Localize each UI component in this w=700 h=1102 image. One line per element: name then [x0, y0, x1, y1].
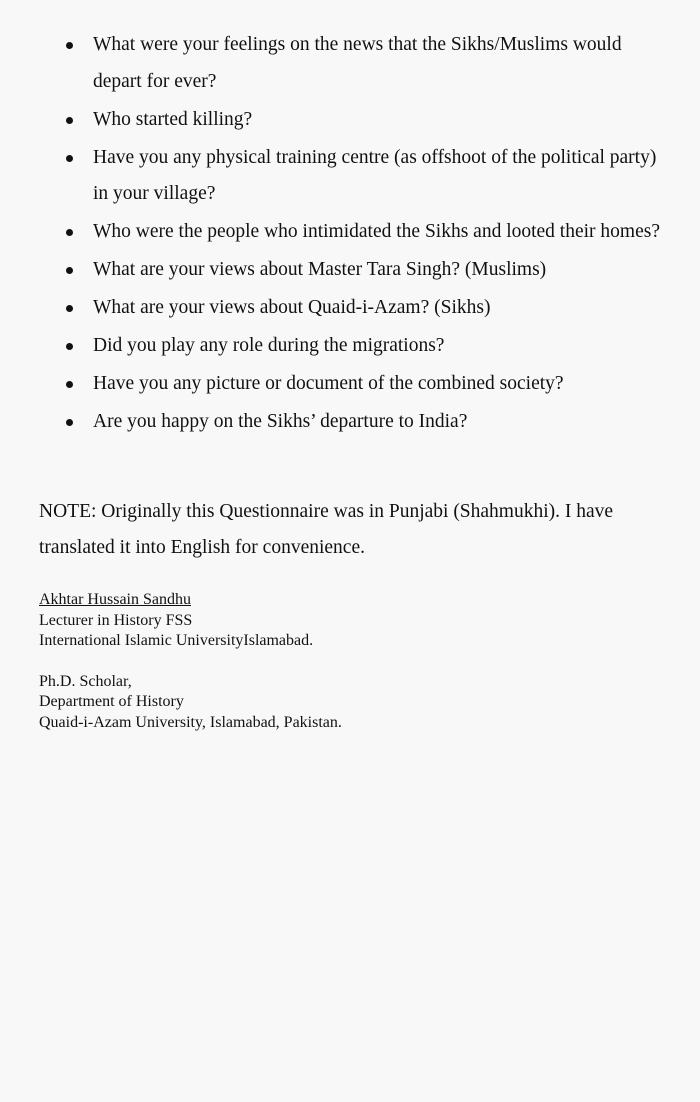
author-name: Akhtar Hussain Sandhu: [39, 591, 191, 608]
bullet-icon: [66, 117, 73, 124]
question-text: Who were the people who intimidated the Sikhs and looted their homes?: [93, 221, 660, 242]
bullet-icon: [66, 381, 73, 388]
question-text: What are your views about Master Tara Singh? (Muslims): [93, 259, 547, 280]
question-text: Have you any physical training centre (as offshoot of the political party) in your village?: [93, 146, 657, 204]
bullet-icon: [66, 267, 73, 274]
author-position: Lecturer in History FSS: [39, 611, 193, 629]
question-item: [0, 252, 700, 289]
question-item: [0, 140, 700, 213]
author-department: Department of History: [39, 693, 184, 710]
question-text: Have you any picture or document of the combined society?: [93, 373, 564, 394]
author-university: Quaid-i-Azam University, Islamabad, Pakistan.: [39, 713, 342, 731]
author-degree: Ph.D. Scholar,: [39, 672, 132, 690]
question-list: [0, 27, 700, 442]
question-text: What were your feelings on the news that the Sikhs/Muslims would depart for ever?: [93, 34, 622, 92]
bullet-icon: [66, 419, 73, 426]
question-item: [0, 328, 700, 365]
author-institution: International Islamic UniversityIslamabad.: [39, 632, 314, 649]
question-item: [0, 102, 700, 139]
question-item: [0, 290, 700, 327]
question-text: Are you happy on the Sikhs’ departure to India?: [93, 411, 468, 432]
bullet-icon: [66, 305, 73, 312]
question-item: [0, 27, 700, 100]
question-text: Did you play any role during the migrations?: [93, 335, 445, 356]
author-signature: [39, 590, 342, 733]
question-text: What are your views about Quaid-i-Azam? (Sikhs): [93, 297, 491, 318]
question-item: [0, 214, 700, 251]
translation-note: NOTE: Originally this Questionnaire was in Punjabi (Shahmukhi). I have translated it into English for convenience.: [39, 500, 614, 558]
question-item: [0, 404, 700, 441]
bullet-icon: [66, 229, 73, 236]
bullet-icon: [66, 343, 73, 350]
bullet-icon: [66, 42, 73, 49]
question-text: Who started killing?: [93, 108, 253, 130]
bullet-icon: [66, 155, 73, 162]
question-item: [0, 366, 700, 403]
